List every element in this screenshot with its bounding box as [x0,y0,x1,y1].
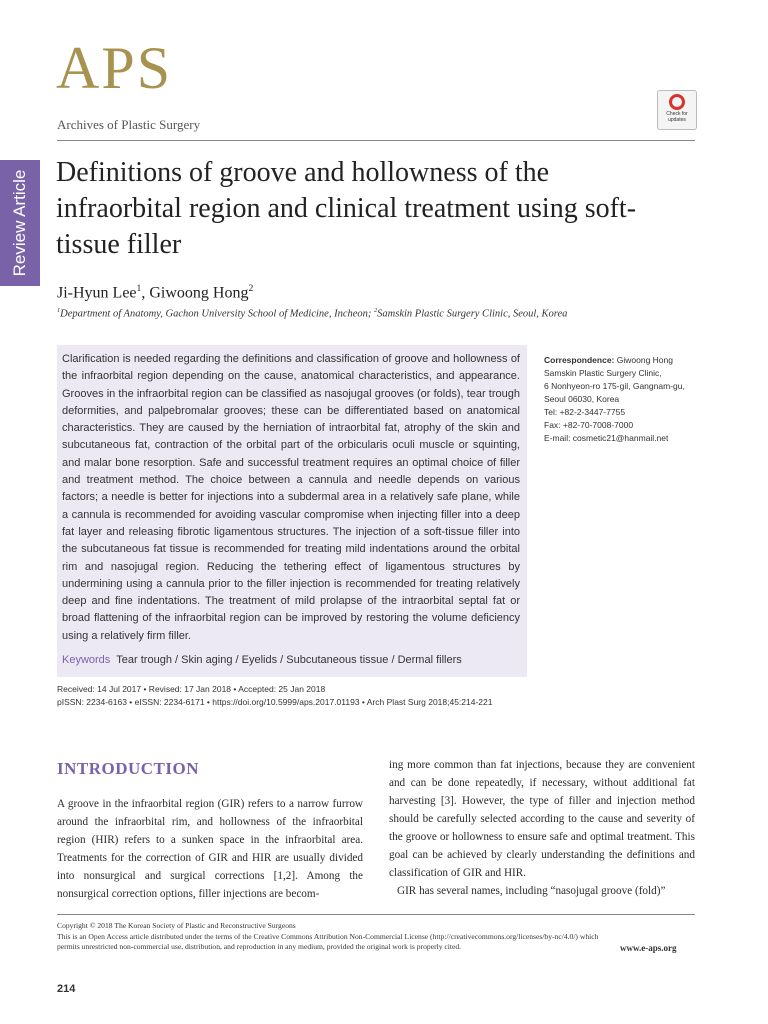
article-type-label: Review Article [10,169,29,277]
identifiers-line[interactable]: pISSN: 2234-6163 • eISSN: 2234-6171 • https://doi.org/10.5999/aps.2017.01193 • Arch Plast Surg 2018;45:214-221 [57,697,493,707]
page-number: 214 [57,983,76,995]
article-type-tab [0,160,40,286]
author-list [57,283,253,302]
body-column-right [389,756,695,900]
correspondence-email[interactable]: E-mail: cosmetic21@hanmail.net [544,433,669,443]
body-column-left [57,795,363,903]
affil-marker: 1 [57,307,61,314]
journal-website-link[interactable]: www.e-aps.org [620,943,677,953]
copyright-notice [57,921,617,953]
journal-name: Archives of Plastic Surgery [57,117,201,132]
journal-logo: APS [56,35,173,101]
introduction-heading: INTRODUCTION [57,759,200,778]
license-text: This is an Open Access article distributed under the terms of the Creative Commons Attribution Non-Commercial License (http://creativecommons.org/licenses/by-nc/4.0/) which permits unrestricted non-commercial use, distribution, and reproduction in any medium, provided the original work is properly cited. [57,931,599,951]
copyright-line: Copyright © 2018 The Korean Society of Plastic and Reconstructive Surgeons [57,921,296,930]
correspondence-name: Giwoong Hong [616,355,673,365]
keywords-label: Keywords [62,654,111,666]
check-updates-icon [669,94,685,110]
dates-line: Received: 14 Jul 2017 • Revised: 17 Jan 2018 • Accepted: 25 Jan 2018 [57,684,326,694]
article-title: Definitions of groove and hollowness of the infraorbital region and clinical treatment using soft-tissue filler [56,157,637,260]
author-name: Giwoong Hong [149,284,249,302]
author-affil-marker: 2 [248,283,254,294]
author-affil-marker: 1 [136,283,142,294]
correspondence-line: Fax: +82-70-7008-7000 [544,420,634,430]
author-name: Ji-Hyun Lee [57,284,137,302]
correspondence-block [544,354,714,445]
header-divider [57,140,695,141]
correspondence-line: Tel: +82-2-3447-7755 [544,407,626,417]
abstract-text: Clarification is needed regarding the definitions and classification of groove and hollowness of the infraorbital region depending on the cause, anatomical characteristics, and appearance. Grooves in the infraorbital region can be classified as nasojugal grooves (or folds), tear trough deformities, and palpebromalar grooves; these can be differentiated based on anatomical characteristics. They are caused by the herniation of intraorbital fat, atrophy of the skin and subcutaneous fat, contraction of the orbital part of the orbicularis oculi muscle or squinting, and malar bone resorption. Safe and successful treatment requires an optimal choice of filler and treatment method. The choice between a cannula and needle depends on various factors; a needle is better for injections into a subdermal area in a relatively safe plane, while a cannula is recommended for avoiding vascular compromise when injecting filler into a deep fat layer and releasing fibrotic ligamentous structures. The injection of a soft-tissue filler into the subcutaneous fat tissue is recommended for treating mild indentations around the orbital rim and nasojugal region. Reducing the tethering effect of ligamentous structures by undermining using a cannula prior to the filler injection is recommended for treating relatively deep and fine indentations. The treatment of mild prolapse of the intraorbital septal fat or broad flattening of the infraorbital region can be improved by restoring the volume deficiency using a relatively firm filler. [62,353,520,642]
correspondence-label: Correspondence: [544,355,615,365]
correspondence-line: Seoul 06030, Korea [544,394,620,404]
body-paragraph: A groove in the infraorbital region (GIR) refers to a narrow furrow around the infraorbital rim, and hollowness of the infraorbital region (HIR) refers to a sunken space in the infraorbital area. Treatments for the correction of GIR and HIR are usually divided into nonsurgical and surgical corrections [1,2]. Among the nonsurgical correction options, filler injections are becom- [57,798,363,900]
affiliation-text: Department of Anatomy, Gachon University School of Medicine, Incheon; [60,308,375,320]
affiliations [57,307,697,320]
author-separator: , [141,284,150,302]
keywords [62,654,522,666]
body-paragraph: ing more common than fat injections, because they are convenient and can be done repeatedly, if necessary, without additional fat harvesting [3]. However, the type of filler and injection method should be carefully selected according to the cause and severity of the groove or hollowness to ensure safe and optimal treatment. This goal can be achieved by clearly understanding the definitions and classification of GIR and HIR. [389,759,695,879]
affil-marker: 2 [374,307,378,314]
correspondence-line: 6 Nonhyeon-ro 175-gil, Gangnam-gu, [544,381,685,391]
check-updates-label: Check for updates [666,111,688,123]
correspondence-line: Samskin Plastic Surgery Clinic, [544,368,662,378]
affiliation-text: Samskin Plastic Surgery Clinic, Seoul, Korea [377,308,568,320]
check-for-updates-badge[interactable] [657,90,697,130]
footer-divider [57,914,695,915]
keywords-list: Tear trough / Skin aging / Eyelids / Subcutaneous tissue / Dermal fillers [116,654,462,666]
body-paragraph: GIR has several names, including “nasojugal groove (fold)” [397,885,666,897]
publication-info [57,683,717,709]
